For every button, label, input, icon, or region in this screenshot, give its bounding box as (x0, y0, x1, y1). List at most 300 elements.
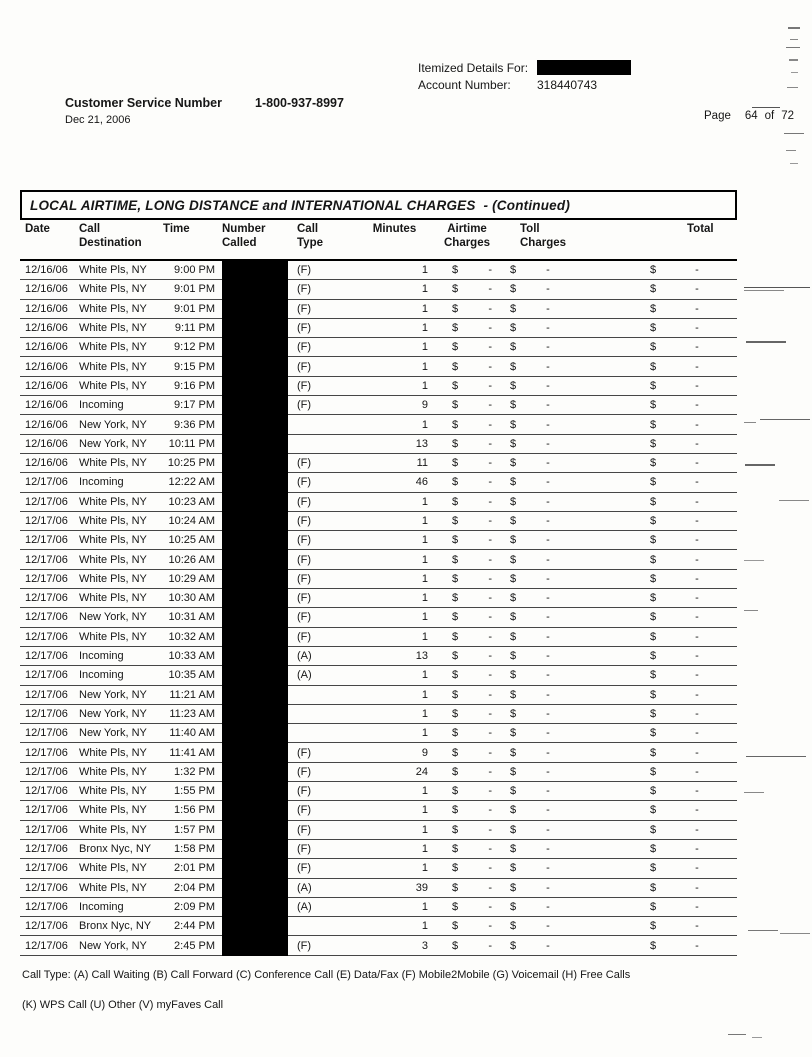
toll-currency-symbol: $ (510, 264, 517, 277)
toll-currency-symbol: $ (510, 707, 517, 720)
cell-airtime-charges (437, 747, 497, 759)
cell-date: 12/17/06 (25, 920, 68, 933)
table-row (20, 589, 737, 608)
cell-total (645, 554, 737, 566)
cell-toll-charges (497, 785, 645, 797)
cell-minutes: 1 (421, 920, 428, 933)
total-currency-symbol: $ (650, 322, 657, 335)
toll-currency-symbol: $ (510, 823, 517, 836)
table-row (20, 261, 737, 280)
cell-call-type: (A) (297, 900, 312, 913)
cell-toll-charges (497, 515, 645, 527)
table-title: LOCAL AIRTIME, LONG DISTANCE and INTERNATIONAL CHARGES - (Continued) (20, 190, 737, 220)
total-amount: - (695, 399, 699, 412)
table-row (20, 338, 737, 357)
scan-artifact (728, 1034, 746, 1035)
cell-destination: White Pls, NY (79, 515, 147, 527)
airtime-amount: - (488, 515, 492, 527)
cell-destination: White Pls, NY (79, 283, 147, 296)
table-row (20, 357, 737, 376)
cell-minutes: 1 (421, 495, 428, 508)
airtime-currency-symbol: $ (452, 939, 459, 952)
cell-minutes: 1 (421, 283, 428, 296)
total-amount: - (695, 341, 699, 354)
table-row (20, 898, 737, 917)
total-amount: - (695, 418, 699, 431)
total-currency-symbol: $ (650, 572, 657, 585)
cell-airtime-charges (437, 496, 497, 508)
toll-amount: - (546, 669, 550, 682)
toll-currency-symbol: $ (510, 650, 517, 663)
cell-date: 12/17/06 (25, 650, 68, 663)
total-amount: - (695, 457, 699, 470)
page-indicator (704, 110, 794, 122)
cell-total (645, 940, 737, 952)
toll-amount: - (546, 746, 550, 759)
airtime-amount: - (488, 553, 492, 566)
table-row (20, 493, 737, 512)
table-row (20, 396, 737, 415)
cell-minutes: 1 (421, 534, 428, 547)
cell-call-type: (F) (297, 534, 312, 547)
cell-total (645, 457, 737, 469)
cell-minutes: 9 (421, 746, 428, 759)
cell-toll-charges (497, 554, 645, 566)
cell-toll-charges (497, 940, 645, 952)
scan-artifact (787, 87, 798, 88)
total-currency-symbol: $ (650, 920, 657, 933)
airtime-currency-symbol: $ (452, 727, 459, 740)
total-currency-symbol: $ (650, 804, 657, 817)
cell-airtime-charges (437, 882, 497, 894)
total-currency-symbol: $ (650, 881, 657, 894)
toll-currency-symbol: $ (510, 862, 517, 875)
cell-minutes: 1 (421, 862, 428, 875)
cell-time: 1:57 PM (174, 823, 215, 836)
scan-artifact (779, 500, 809, 501)
table-header-row (20, 220, 737, 261)
cell-time: 1:58 PM (174, 843, 215, 856)
table-row (20, 686, 737, 705)
airtime-currency-symbol: $ (452, 457, 459, 470)
cell-call-type: (A) (297, 650, 312, 663)
cell-total (645, 283, 737, 295)
toll-amount: - (546, 611, 550, 624)
total-currency-symbol: $ (650, 592, 657, 605)
account-number-row (418, 76, 631, 93)
scan-artifact (746, 756, 806, 757)
total-currency-symbol: $ (650, 611, 657, 624)
cell-minutes: 1 (421, 727, 428, 740)
cell-destination: White Pls, NY (79, 341, 147, 354)
table-row (20, 647, 737, 666)
cell-toll-charges (497, 708, 645, 720)
cell-date: 12/17/06 (25, 862, 68, 875)
cell-total (645, 766, 737, 778)
cell-toll-charges (497, 419, 645, 431)
toll-amount: - (546, 534, 550, 547)
cell-destination: Bronx Nyc, NY (79, 843, 152, 856)
cell-total (645, 901, 737, 913)
table-row (20, 570, 737, 589)
airtime-currency-symbol: $ (452, 399, 459, 412)
airtime-amount: - (488, 572, 492, 585)
toll-currency-symbol: $ (510, 592, 517, 605)
cell-airtime-charges (437, 438, 497, 450)
cell-destination: Incoming (79, 399, 124, 412)
total-currency-symbol: $ (650, 341, 657, 354)
airtime-currency-symbol: $ (452, 437, 459, 450)
cell-toll-charges (497, 766, 645, 778)
toll-currency-symbol: $ (510, 322, 517, 335)
toll-amount: - (546, 515, 550, 527)
toll-amount: - (546, 360, 550, 373)
airtime-amount: - (488, 534, 492, 547)
scan-artifact (784, 133, 804, 134)
cell-time: 2:09 PM (174, 900, 215, 913)
airtime-amount: - (488, 707, 492, 720)
table-row (20, 319, 737, 338)
toll-amount: - (546, 399, 550, 412)
customer-service-label: Customer Service Number (65, 96, 223, 110)
total-currency-symbol: $ (650, 707, 657, 720)
airtime-amount: - (488, 650, 492, 663)
cell-destination: New York, NY (79, 437, 147, 450)
cell-toll-charges (497, 669, 645, 681)
total-currency-symbol: $ (650, 302, 657, 315)
cell-date: 12/17/06 (25, 881, 68, 894)
cell-date: 12/17/06 (25, 515, 68, 527)
cell-destination: White Pls, NY (79, 322, 147, 335)
cell-destination: White Pls, NY (79, 804, 147, 817)
cell-total (645, 843, 737, 855)
total-currency-symbol: $ (650, 360, 657, 373)
table-row (20, 415, 737, 434)
cell-airtime-charges (437, 303, 497, 315)
col-header-number-line1: Number (222, 223, 266, 235)
total-amount: - (695, 920, 699, 933)
total-currency-symbol: $ (650, 765, 657, 778)
airtime-amount: - (488, 283, 492, 296)
toll-amount: - (546, 341, 550, 354)
toll-currency-symbol: $ (510, 746, 517, 759)
toll-amount: - (546, 302, 550, 315)
cell-date: 12/17/06 (25, 669, 68, 682)
airtime-currency-symbol: $ (452, 765, 459, 778)
total-currency-symbol: $ (650, 457, 657, 470)
total-currency-symbol: $ (650, 534, 657, 547)
page-current: 64 (744, 110, 758, 122)
cell-minutes: 1 (421, 341, 428, 354)
cell-toll-charges (497, 534, 645, 546)
account-number-label: Account Number: (418, 77, 511, 92)
cell-call-type: (F) (297, 939, 312, 952)
cell-call-type: (F) (297, 785, 312, 798)
cell-total (645, 303, 737, 315)
cell-toll-charges (497, 882, 645, 894)
col-header-destination-line1: Call (79, 223, 101, 235)
airtime-currency-symbol: $ (452, 881, 459, 894)
cell-date: 12/16/06 (25, 302, 68, 315)
total-currency-symbol: $ (650, 283, 657, 296)
cell-toll-charges (497, 631, 645, 643)
cell-time: 10:33 AM (168, 650, 215, 663)
cell-toll-charges (497, 496, 645, 508)
cell-airtime-charges (437, 804, 497, 816)
airtime-amount: - (488, 804, 492, 817)
scan-artifact (791, 72, 798, 73)
cell-airtime-charges (437, 592, 497, 604)
toll-currency-symbol: $ (510, 572, 517, 585)
cell-total (645, 631, 737, 643)
total-amount: - (695, 785, 699, 798)
toll-amount: - (546, 264, 550, 277)
redacted-number-column (222, 261, 288, 956)
cell-minutes: 1 (421, 418, 428, 431)
cell-minutes: 1 (421, 322, 428, 335)
cell-total (645, 650, 737, 662)
col-header-airtime-line2: Charges (443, 236, 491, 249)
total-currency-symbol: $ (650, 399, 657, 412)
table-row (20, 801, 737, 820)
cell-date: 12/17/06 (25, 843, 68, 856)
cell-date: 12/16/06 (25, 399, 68, 412)
toll-amount: - (546, 881, 550, 894)
cell-airtime-charges (437, 631, 497, 643)
total-amount: - (695, 804, 699, 817)
toll-currency-symbol: $ (510, 785, 517, 798)
toll-amount: - (546, 823, 550, 836)
table-row (20, 280, 737, 299)
cell-airtime-charges (437, 920, 497, 932)
cell-date: 12/17/06 (25, 900, 68, 913)
toll-currency-symbol: $ (510, 843, 517, 856)
cell-time: 11:21 AM (169, 688, 215, 701)
cell-call-type: (F) (297, 476, 312, 489)
cell-minutes: 1 (421, 302, 428, 315)
airtime-currency-symbol: $ (452, 476, 459, 489)
cell-minutes: 1 (421, 379, 428, 392)
cell-time: 10:23 AM (168, 495, 215, 508)
cell-total (645, 727, 737, 739)
cell-destination: New York, NY (79, 707, 147, 720)
cell-date: 12/17/06 (25, 630, 68, 643)
toll-amount: - (546, 727, 550, 740)
cell-destination: New York, NY (79, 611, 147, 624)
cell-destination: Incoming (79, 476, 124, 489)
toll-currency-symbol: $ (510, 302, 517, 315)
cell-airtime-charges (437, 901, 497, 913)
table-row (20, 782, 737, 801)
cell-toll-charges (497, 592, 645, 604)
cell-time: 9:15 PM (174, 360, 215, 373)
table-row (20, 608, 737, 627)
cell-minutes: 1 (421, 900, 428, 913)
airtime-amount: - (488, 727, 492, 740)
table-row (20, 705, 737, 724)
cell-time: 2:04 PM (174, 881, 215, 894)
toll-amount: - (546, 650, 550, 663)
cell-time: 1:56 PM (174, 804, 215, 817)
cell-toll-charges (497, 727, 645, 739)
account-number-value: 318440743 (537, 77, 598, 92)
cell-call-type: (F) (297, 553, 312, 566)
cell-destination: White Pls, NY (79, 630, 147, 643)
cell-toll-charges (497, 804, 645, 816)
cell-date: 12/16/06 (25, 360, 68, 373)
scan-artifact (786, 150, 796, 151)
toll-currency-symbol: $ (510, 283, 517, 296)
total-currency-symbol: $ (650, 379, 657, 392)
cell-date: 12/17/06 (25, 553, 68, 566)
cell-minutes: 13 (415, 650, 428, 663)
cell-date: 12/17/06 (25, 572, 68, 585)
airtime-amount: - (488, 302, 492, 315)
col-header-airtime-line1: Airtime (447, 223, 487, 235)
total-amount: - (695, 823, 699, 836)
itemized-details-label: Itemized Details For: (418, 60, 529, 75)
redacted-name-box (537, 60, 631, 75)
cell-toll-charges (497, 650, 645, 662)
cell-total (645, 824, 737, 836)
cell-total (645, 399, 737, 411)
cell-toll-charges (497, 862, 645, 874)
col-header-time: Time (163, 223, 190, 235)
airtime-amount: - (488, 843, 492, 856)
toll-amount: - (546, 843, 550, 856)
col-header-toll-charges (497, 223, 645, 259)
toll-amount: - (546, 572, 550, 585)
cell-toll-charges (497, 380, 645, 392)
cell-toll-charges (497, 747, 645, 759)
total-amount: - (695, 572, 699, 585)
total-amount: - (695, 515, 699, 527)
cell-time: 9:01 PM (174, 302, 215, 315)
cell-total (645, 882, 737, 894)
cell-minutes: 46 (415, 476, 428, 489)
cell-date: 12/16/06 (25, 341, 68, 354)
total-amount: - (695, 283, 699, 296)
cell-toll-charges (497, 843, 645, 855)
cell-date: 12/17/06 (25, 611, 68, 624)
toll-amount: - (546, 418, 550, 431)
col-header-minutes: Minutes (372, 223, 417, 235)
col-header-call-type (290, 223, 352, 259)
total-amount: - (695, 302, 699, 315)
cell-airtime-charges (437, 862, 497, 874)
total-currency-symbol: $ (650, 843, 657, 856)
airtime-currency-symbol: $ (452, 572, 459, 585)
total-amount: - (695, 650, 699, 663)
cell-airtime-charges (437, 322, 497, 334)
cell-destination: White Pls, NY (79, 360, 147, 373)
total-amount: - (695, 746, 699, 759)
total-amount: - (695, 900, 699, 913)
airtime-currency-symbol: $ (452, 862, 459, 875)
total-currency-symbol: $ (650, 746, 657, 759)
cell-time: 10:35 AM (168, 669, 215, 682)
cell-time: 12:22 AM (168, 476, 215, 489)
cell-destination: New York, NY (79, 939, 147, 952)
cell-destination: White Pls, NY (79, 553, 147, 566)
cell-toll-charges (497, 438, 645, 450)
cell-time: 9:36 PM (174, 418, 215, 431)
cell-destination: Incoming (79, 650, 124, 663)
airtime-currency-symbol: $ (452, 823, 459, 836)
cell-total (645, 361, 737, 373)
itemized-details-block (418, 59, 631, 93)
airtime-currency-symbol: $ (452, 495, 459, 508)
cell-minutes: 3 (421, 939, 428, 952)
scan-artifact (752, 107, 780, 108)
cell-toll-charges (497, 457, 645, 469)
cell-minutes: 1 (421, 630, 428, 643)
table-row (20, 473, 737, 492)
cell-minutes: 1 (421, 553, 428, 566)
toll-currency-symbol: $ (510, 920, 517, 933)
table-row (20, 936, 737, 955)
cell-airtime-charges (437, 689, 497, 701)
cell-time: 10:25 AM (168, 534, 215, 547)
cell-destination: White Pls, NY (79, 534, 147, 547)
toll-amount: - (546, 862, 550, 875)
toll-amount: - (546, 283, 550, 296)
toll-amount: - (546, 688, 550, 701)
toll-amount: - (546, 495, 550, 508)
cell-minutes: 24 (415, 765, 428, 778)
total-amount: - (695, 843, 699, 856)
col-header-total: Total (687, 223, 714, 235)
airtime-amount: - (488, 399, 492, 412)
cell-toll-charges (497, 264, 645, 276)
cell-call-type: (F) (297, 630, 312, 643)
table-row (20, 743, 737, 762)
toll-currency-symbol: $ (510, 341, 517, 354)
cell-airtime-charges (437, 669, 497, 681)
toll-amount: - (546, 592, 550, 605)
cell-time: 9:11 PM (174, 322, 215, 335)
cell-call-type: (F) (297, 843, 312, 856)
cell-call-type: (F) (297, 611, 312, 624)
airtime-currency-symbol: $ (452, 379, 459, 392)
cell-minutes: 1 (421, 669, 428, 682)
cell-call-type: (F) (297, 302, 312, 315)
toll-currency-symbol: $ (510, 418, 517, 431)
airtime-amount: - (488, 746, 492, 759)
scan-artifact (748, 930, 778, 931)
cell-time: 11:40 AM (169, 727, 215, 740)
airtime-currency-symbol: $ (452, 843, 459, 856)
cell-minutes: 1 (421, 843, 428, 856)
total-currency-symbol: $ (650, 727, 657, 740)
page-of-label: of (764, 110, 775, 122)
airtime-amount: - (488, 437, 492, 450)
toll-currency-symbol: $ (510, 379, 517, 392)
col-header-destination (76, 223, 160, 259)
airtime-currency-symbol: $ (452, 534, 459, 547)
scan-artifact (790, 163, 798, 164)
total-amount: - (695, 669, 699, 682)
cell-destination: White Pls, NY (79, 379, 147, 392)
total-currency-symbol: $ (650, 650, 657, 663)
cell-total (645, 534, 737, 546)
cell-destination: White Pls, NY (79, 572, 147, 585)
cell-date: 12/17/06 (25, 727, 68, 740)
airtime-amount: - (488, 900, 492, 913)
toll-currency-symbol: $ (510, 611, 517, 624)
cell-total (645, 341, 737, 353)
table-row (20, 377, 737, 396)
